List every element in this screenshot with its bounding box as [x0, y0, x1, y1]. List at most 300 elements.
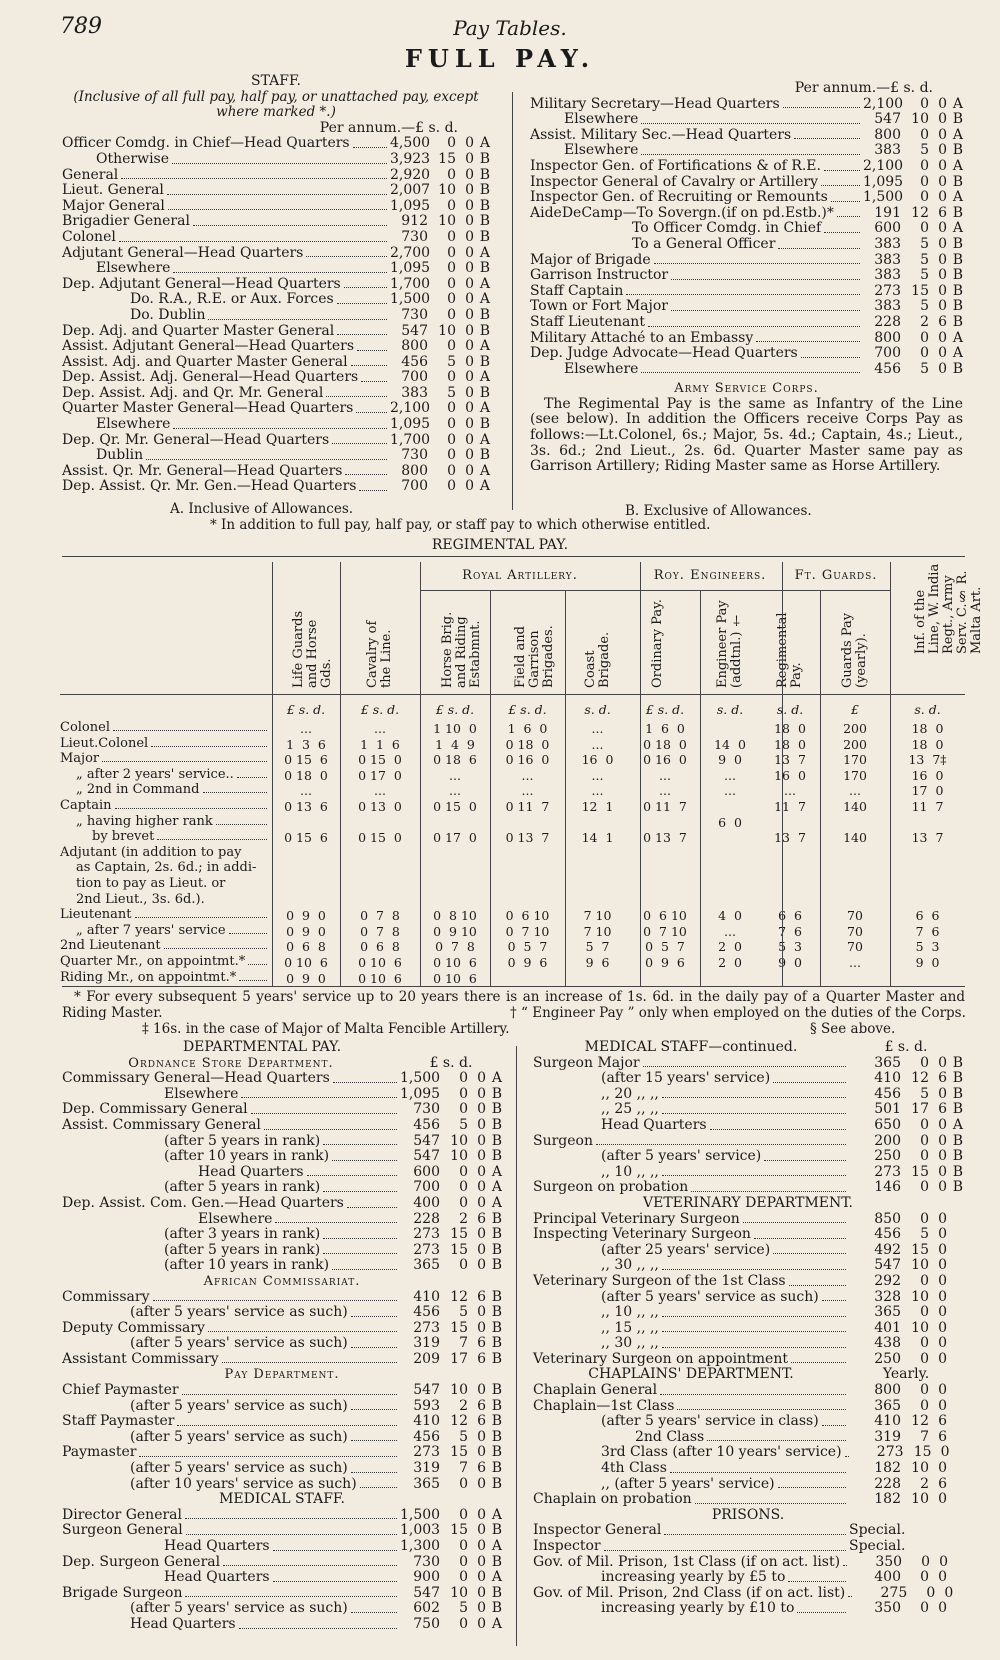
amount-pounds: 2,100: [390, 400, 431, 417]
leader-dots: [229, 923, 267, 934]
amount-pounds: 4,500: [390, 135, 431, 152]
unit-cell: s. d.: [914, 702, 941, 717]
allowance-code: B: [491, 1413, 502, 1430]
amount-pounds: 292: [874, 1272, 901, 1289]
amount-pence: 0: [477, 1194, 486, 1211]
amount-shillings: 5: [459, 1600, 468, 1617]
leader-dots: [822, 1300, 846, 1301]
amount-shillings: 0: [920, 157, 929, 174]
amount-shillings: 5: [459, 1428, 468, 1445]
dept-right-row: [533, 1056, 963, 1072]
amount-pounds: 400: [413, 1194, 440, 1211]
leader-dots: [351, 1409, 397, 1410]
main-title: FULL PAY.: [404, 44, 596, 73]
staff-right-row: [530, 190, 963, 206]
leader-dots: [323, 1253, 397, 1254]
asc-text: The Regimental Pay is the same as Infantry of the Line (see below). In addition the Officers receive Corps Pay as follows:—Lt.Colonel, 6s.; Major, 5s. 4d.; Captain, 4s.; Lieut., 3s. 6d.; 2nd Lieut., 2s. 6d. Quarter Master same pay as Garrison Artillery; Riding Master same as Horse Artillery.: [530, 395, 963, 475]
amount-pence: 0: [465, 431, 474, 448]
regimental-cell: 9 0: [778, 955, 802, 970]
row-label: Head Quarters: [164, 1538, 270, 1554]
row-label: Gov. of Mil. Prison, 1st Class (if on act. list): [533, 1553, 841, 1570]
column-header: Cavalry of the Line.: [365, 620, 394, 688]
leader-dots: [153, 1300, 398, 1301]
amount-pence: 0: [944, 1584, 954, 1601]
allowance-code: A: [491, 1538, 502, 1554]
staff-right-row: [530, 175, 963, 191]
amount-pounds: Special.: [849, 1538, 906, 1554]
allowance-code: B: [952, 1070, 963, 1087]
regimental-cell: 16 0: [911, 767, 944, 783]
row-label: (after 5 years' service as such): [130, 1460, 348, 1477]
allowance-code: B: [491, 1475, 502, 1492]
row-label-text: Quarter Mr., on appointmt.*: [60, 954, 246, 969]
leader-dots: [119, 241, 387, 242]
unit-cell: s. d.: [776, 702, 804, 717]
amount-shillings: 10: [438, 322, 456, 339]
amount-pence: 0: [938, 1304, 947, 1321]
allowance-code: B: [491, 1335, 502, 1352]
regimental-cell: 0 7 8: [360, 908, 400, 924]
amount-shillings: 10: [911, 1491, 929, 1508]
regimental-cell: 5 7: [585, 939, 610, 955]
regimental-cell: 0 13 6: [284, 799, 328, 814]
amount-pence: 0: [465, 135, 474, 152]
row-label: Inspector: [533, 1538, 601, 1554]
allowance-code: B: [491, 1210, 502, 1227]
amount-pence: 0: [938, 1319, 947, 1336]
leader-dots: [185, 1518, 397, 1519]
amount-shillings: 0: [447, 275, 456, 292]
regimental-cell: 11 7: [774, 799, 806, 814]
column-line: [272, 562, 273, 986]
amount-pence: 0: [477, 1615, 486, 1632]
amount-pence: 0: [477, 1070, 486, 1087]
row-label: increasing yearly by £5 to: [601, 1569, 786, 1586]
amount-pounds: 191: [874, 204, 901, 221]
leader-dots: [791, 1362, 846, 1363]
amount-pence: 0: [477, 1382, 486, 1399]
amount-shillings: 10: [450, 1132, 468, 1149]
amount-pounds: Special.: [849, 1522, 906, 1539]
row-label: Dep. Commissary General: [62, 1101, 248, 1118]
row-label: Do. Dublin: [130, 306, 206, 323]
amount-pounds: 1,500: [400, 1506, 441, 1523]
amount-pence: 6: [938, 1070, 947, 1087]
regimental-cell: 9 0: [915, 955, 940, 970]
leader-dots: [764, 1160, 846, 1161]
regimental-cell: 0 10 6: [284, 955, 328, 970]
amount-pence: 0: [940, 1444, 950, 1461]
amount-pounds: 3,923: [390, 150, 431, 167]
regimental-cell: 0 9 6: [507, 955, 548, 970]
amount-pounds: 730: [413, 1553, 440, 1570]
allowance-code: B: [952, 142, 963, 159]
amount-pounds: 273: [413, 1241, 440, 1258]
amount-pounds: 730: [413, 1101, 440, 1118]
leader-dots: [239, 970, 267, 981]
dept-left-section-heading: [62, 1367, 502, 1383]
regimental-footnote-2: † “ Engineer Pay ” only when employed on the duties of the Corps.: [510, 1005, 966, 1021]
staff-left-column: [62, 74, 490, 495]
allowance-code: B: [491, 1460, 502, 1477]
amount-pence: 0: [477, 1148, 486, 1165]
amount-shillings: 10: [438, 213, 456, 230]
staff-footnote: * In addition to full pay, half pay, or staff pay to which otherwise entitled.: [210, 517, 711, 533]
amount-pence: 0: [465, 291, 474, 308]
amount-shillings: 15: [450, 1226, 468, 1243]
amount-shillings: 0: [459, 1569, 468, 1586]
regimental-cell: 0 18 0: [505, 736, 550, 752]
staff-left-row: [62, 386, 490, 402]
leader-dots: [337, 303, 387, 304]
allowance-code: B: [491, 1319, 502, 1336]
dept-left-row: [62, 1118, 502, 1134]
dept-right-row: [533, 1290, 963, 1306]
row-label: Elsewhere: [564, 111, 639, 128]
allowance-code: A: [479, 291, 490, 308]
allowance-code: A: [479, 462, 490, 479]
amount-pounds: 456: [874, 1226, 901, 1243]
amount-pence: 0: [465, 228, 474, 245]
leader-dots: [662, 1175, 846, 1176]
dept-right-row: [533, 1445, 963, 1461]
amount-pence: 6: [477, 1350, 486, 1367]
amount-shillings: 0: [459, 1553, 468, 1570]
amount-pounds: 350: [875, 1553, 903, 1570]
dept-left-row: [62, 1383, 502, 1399]
amount-pence: 0: [938, 173, 947, 190]
staff-left-row: [62, 433, 490, 449]
regimental-cell: 6 0: [718, 814, 742, 830]
regimental-cell: 170: [843, 752, 867, 768]
dept-right-section-heading: [533, 1367, 963, 1383]
amount-pounds: 1,095: [400, 1085, 441, 1102]
amount-shillings: 2: [459, 1397, 468, 1414]
row-label: Major General: [62, 197, 165, 214]
amount-pence: 0: [938, 1272, 947, 1289]
amount-pounds: 1,500: [400, 1070, 441, 1087]
dept-left-row: [62, 1539, 502, 1555]
amount-shillings: 15: [911, 1241, 929, 1258]
dept-right-row: [533, 1149, 963, 1165]
allowance-code: B: [952, 298, 963, 315]
row-label: Inspector Gen. of Fortifications & of R.E.: [530, 157, 821, 174]
row-label: Deputy Commissary: [62, 1319, 205, 1336]
amount-shillings: 0: [459, 1163, 468, 1180]
row-label: Lieut. General: [62, 182, 164, 199]
regimental-cell: ...: [449, 767, 461, 783]
amount-shillings: 15: [913, 1444, 932, 1461]
row-label: Paymaster: [62, 1444, 137, 1461]
row-label: increasing yearly by £10 to: [601, 1600, 795, 1617]
regimental-cell: 0 18 6: [433, 752, 477, 768]
allowance-code: B: [952, 1179, 963, 1196]
staff-right-row: [530, 97, 963, 113]
amount-pence: 0: [938, 1257, 947, 1274]
regimental-cell: 0 5 7: [507, 939, 548, 955]
amount-pence: 0: [477, 1522, 486, 1539]
dept-left-section-heading: [62, 1274, 502, 1290]
amount-pence: 0: [477, 1241, 486, 1258]
amount-pounds: 383: [874, 267, 901, 284]
unit-cell: £ s. d.: [508, 702, 547, 717]
amount-pounds: 228: [413, 1210, 440, 1227]
amount-shillings: 0: [920, 1397, 929, 1414]
amount-shillings: 7: [459, 1460, 468, 1477]
regimental-cell: 0 18 0: [643, 736, 687, 752]
amount-shillings: 0: [920, 220, 929, 237]
leader-dots: [259, 860, 267, 871]
amount-shillings: 0: [459, 1615, 468, 1632]
allowance-code: A: [952, 220, 963, 237]
amount-pence: 6: [477, 1460, 486, 1477]
amount-pounds: 700: [401, 478, 428, 495]
column-header: Engineer Pay (addtnl.) †: [715, 600, 744, 688]
amount-pence: 0: [477, 1257, 486, 1274]
amount-pence: 0: [465, 306, 474, 323]
regimental-cell: 1 3 6: [286, 736, 326, 752]
amount-shillings: 12: [450, 1413, 468, 1430]
regimental-cell: 0 7 10: [643, 923, 687, 939]
dept-right-row: [533, 1570, 963, 1586]
amount-shillings: 12: [450, 1288, 468, 1305]
column-line: [640, 562, 641, 986]
regimental-cell: ...: [591, 783, 604, 799]
amount-pounds: 700: [874, 345, 901, 362]
allowance-code: B: [479, 197, 490, 214]
row-label-text: Colonel: [60, 720, 110, 735]
leader-dots: [773, 1253, 846, 1254]
dept-left-row: [62, 1134, 502, 1150]
row-label: ,, 10 ,, ,,: [601, 1163, 659, 1180]
row-label: ,, 30 ,, ,,: [601, 1335, 659, 1352]
dept-left-row: [62, 1243, 502, 1259]
allowance-code: B: [952, 1054, 963, 1071]
amount-shillings: 5: [920, 235, 929, 252]
row-label: Dublin: [96, 447, 144, 464]
regimental-cell: ...: [521, 767, 534, 783]
dept-left-row: [62, 1336, 502, 1352]
row-label-text: as Captain, 2s. 6d.; in addi-: [76, 860, 257, 876]
regimental-cell: ...: [849, 783, 861, 799]
leader-dots: [691, 1191, 846, 1192]
row-label: Assist. Adjutant General—Head Quarters: [62, 338, 355, 355]
dept-right-row: [533, 1180, 963, 1196]
row-label: (after 5 years' service as such): [130, 1335, 348, 1352]
unit-cell: £ s. d.: [360, 702, 400, 717]
leader-dots: [168, 209, 387, 210]
amount-shillings: 0: [920, 126, 929, 143]
amount-shillings: 0: [459, 1179, 468, 1196]
amount-pounds: 750: [413, 1615, 440, 1632]
leader-dots: [351, 1440, 397, 1441]
allowance-code: B: [479, 166, 490, 183]
row-label: Inspector Gen. of Recruiting or Remounts: [530, 189, 828, 206]
amount-shillings: 0: [447, 462, 456, 479]
amount-pounds: 401: [874, 1319, 901, 1336]
row-label: Inspecting Veterinary Surgeon: [533, 1226, 751, 1243]
leader-dots: [193, 225, 387, 226]
header-bottom-rule: [60, 694, 965, 695]
amount-pounds: 1,500: [863, 189, 904, 206]
amount-pence: 6: [477, 1288, 486, 1305]
amount-pence: 0: [938, 1335, 947, 1352]
allowance-code: A: [491, 1163, 502, 1180]
amount-shillings: 5: [920, 1226, 929, 1243]
dept-right-row: [533, 1212, 963, 1228]
regimental-cell: 0 11 7: [643, 799, 687, 814]
allowance-code: B: [491, 1241, 502, 1258]
leader-dots: [596, 1144, 846, 1145]
staff-heading: STAFF.: [251, 73, 301, 89]
amount-pounds: 1,700: [390, 275, 431, 292]
amount-pence: 0: [465, 244, 474, 261]
table-bottom-rule: [62, 986, 965, 987]
amount-pence: 0: [938, 345, 947, 362]
amount-pounds: 328: [874, 1288, 901, 1305]
row-label-text: Major: [60, 751, 100, 767]
amount-pounds: 350: [874, 1600, 901, 1617]
amount-pence: 0: [477, 1584, 486, 1601]
leader-dots: [822, 1425, 846, 1426]
leader-dots: [307, 1175, 397, 1176]
sub-column-line: [490, 590, 491, 986]
dept-left-row: [62, 1165, 502, 1181]
regimental-cell: 0 10 6: [358, 955, 402, 970]
dept-left-row: [62, 1601, 502, 1617]
leader-dots: [102, 751, 267, 762]
departmental-right-column: [533, 1040, 963, 1617]
row-label: (after 5 years in rank): [164, 1241, 321, 1258]
row-label-text: Captain: [60, 798, 112, 813]
allowance-code: A: [952, 157, 963, 174]
regimental-cell: 12 1: [581, 799, 614, 814]
section-heading-text: CHAPLAINS' DEPARTMENT.: [588, 1366, 794, 1383]
regimental-cell: 170: [843, 767, 867, 783]
amount-pounds: 383: [874, 235, 901, 252]
regimental-cell: ...: [849, 955, 861, 970]
regimental-cell: 13 7: [911, 830, 944, 846]
dept-left-row: [62, 1617, 502, 1633]
row-label: Brigadier General: [62, 213, 190, 230]
staff-left-row: [62, 183, 490, 199]
amount-shillings: 0: [920, 1304, 929, 1321]
leader-dots: [641, 123, 860, 124]
leader-dots: [356, 412, 387, 413]
amount-shillings: 0: [447, 416, 456, 433]
regimental-cell: ...: [374, 783, 386, 799]
staff-right-row: [530, 346, 963, 362]
section-heading-text: MEDICAL STAFF.: [219, 1491, 345, 1508]
amount-pounds: 273: [874, 1163, 901, 1180]
column-header: Guards Pay (yearly).: [840, 612, 869, 688]
amount-shillings: 10: [911, 111, 929, 128]
leader-dots: [801, 357, 860, 358]
amount-pounds: 800: [874, 329, 901, 346]
section-heading-text: VETERINARY DEPARTMENT.: [643, 1194, 853, 1211]
amount-pence: 0: [465, 369, 474, 386]
staff-right-row: [530, 128, 963, 144]
amount-shillings: 12: [911, 1413, 929, 1430]
staff-right-row: [530, 143, 963, 159]
allowance-code: B: [491, 1257, 502, 1274]
leader-dots: [337, 334, 387, 335]
row-label: Surgeon Major: [533, 1054, 640, 1071]
staff-left-row: [62, 277, 490, 293]
row-label: Dep. Judge Advocate—Head Quarters: [530, 345, 798, 362]
amount-pounds: 456: [401, 353, 428, 370]
leader-dots: [641, 154, 860, 155]
allowance-code: B: [491, 1132, 502, 1149]
allowance-code: B: [952, 282, 963, 299]
staff-left-row: [62, 230, 490, 246]
leader-dots: [344, 287, 387, 288]
dept-left-row: [62, 1321, 502, 1337]
allowance-code: A: [952, 126, 963, 143]
amount-pounds: 273: [876, 1444, 904, 1461]
regimental-heading: REGIMENTAL PAY.: [431, 537, 569, 553]
page-header: [60, 14, 960, 46]
regimental-cell: ...: [374, 721, 386, 736]
amount-shillings: 5: [459, 1116, 468, 1133]
amount-pence: 0: [938, 220, 947, 237]
allowance-code: A: [491, 1194, 502, 1211]
amount-pounds: 365: [874, 1397, 901, 1414]
leader-dots: [306, 256, 387, 257]
regimental-cell: 1 6 0: [507, 721, 548, 736]
amount-pence: 0: [938, 1382, 947, 1399]
amount-pence: 0: [477, 1132, 486, 1149]
amount-shillings: 17: [911, 1101, 929, 1118]
allowance-code: B: [479, 384, 490, 401]
amount-pence: 0: [477, 1101, 486, 1118]
column-line: [890, 562, 891, 986]
amount-shillings: 5: [920, 267, 929, 284]
amount-pence: 0: [938, 1569, 947, 1586]
amount-shillings: 0: [459, 1506, 468, 1523]
allowance-code: B: [491, 1304, 502, 1321]
leader-dots: [848, 1596, 852, 1597]
allowance-code: B: [491, 1444, 502, 1461]
regimental-row-label: [60, 829, 270, 844]
staff-left-row: [62, 308, 490, 324]
regimental-cell: 14 0: [714, 736, 746, 752]
regimental-cell: 18 0: [774, 721, 806, 736]
regimental-cell: 140: [843, 830, 867, 846]
amount-shillings: 10: [450, 1382, 468, 1399]
amount-pence: 0: [477, 1085, 486, 1102]
section-heading-text: PRISONS.: [711, 1506, 785, 1523]
dept-left-row: [62, 1102, 502, 1118]
row-label-text: 2nd Lieut., 3s. 6d.).: [76, 891, 205, 907]
regimental-cell: 0 17 0: [358, 767, 402, 783]
legend-b: B. Exclusive of Allowances.: [625, 503, 812, 519]
amount-pence: 0: [938, 251, 947, 268]
row-label-text: Lieutenant: [60, 907, 132, 923]
dept-left-row: [62, 1430, 502, 1446]
row-label: Assistant Commissary: [62, 1350, 219, 1367]
row-label: Dep. Assist. Adj. and Qr. Mr. General: [62, 384, 324, 401]
amount-pence: 0: [938, 1460, 947, 1477]
allowance-code: B: [479, 228, 490, 245]
dept-left-row: [62, 1258, 502, 1274]
amount-pence: 0: [477, 1506, 486, 1523]
amount-shillings: 0: [447, 478, 456, 495]
amount-shillings: 0: [920, 1210, 929, 1227]
regimental-row-label: [60, 907, 270, 922]
amount-pence: 0: [938, 1179, 947, 1196]
amount-shillings: 0: [926, 1584, 936, 1601]
